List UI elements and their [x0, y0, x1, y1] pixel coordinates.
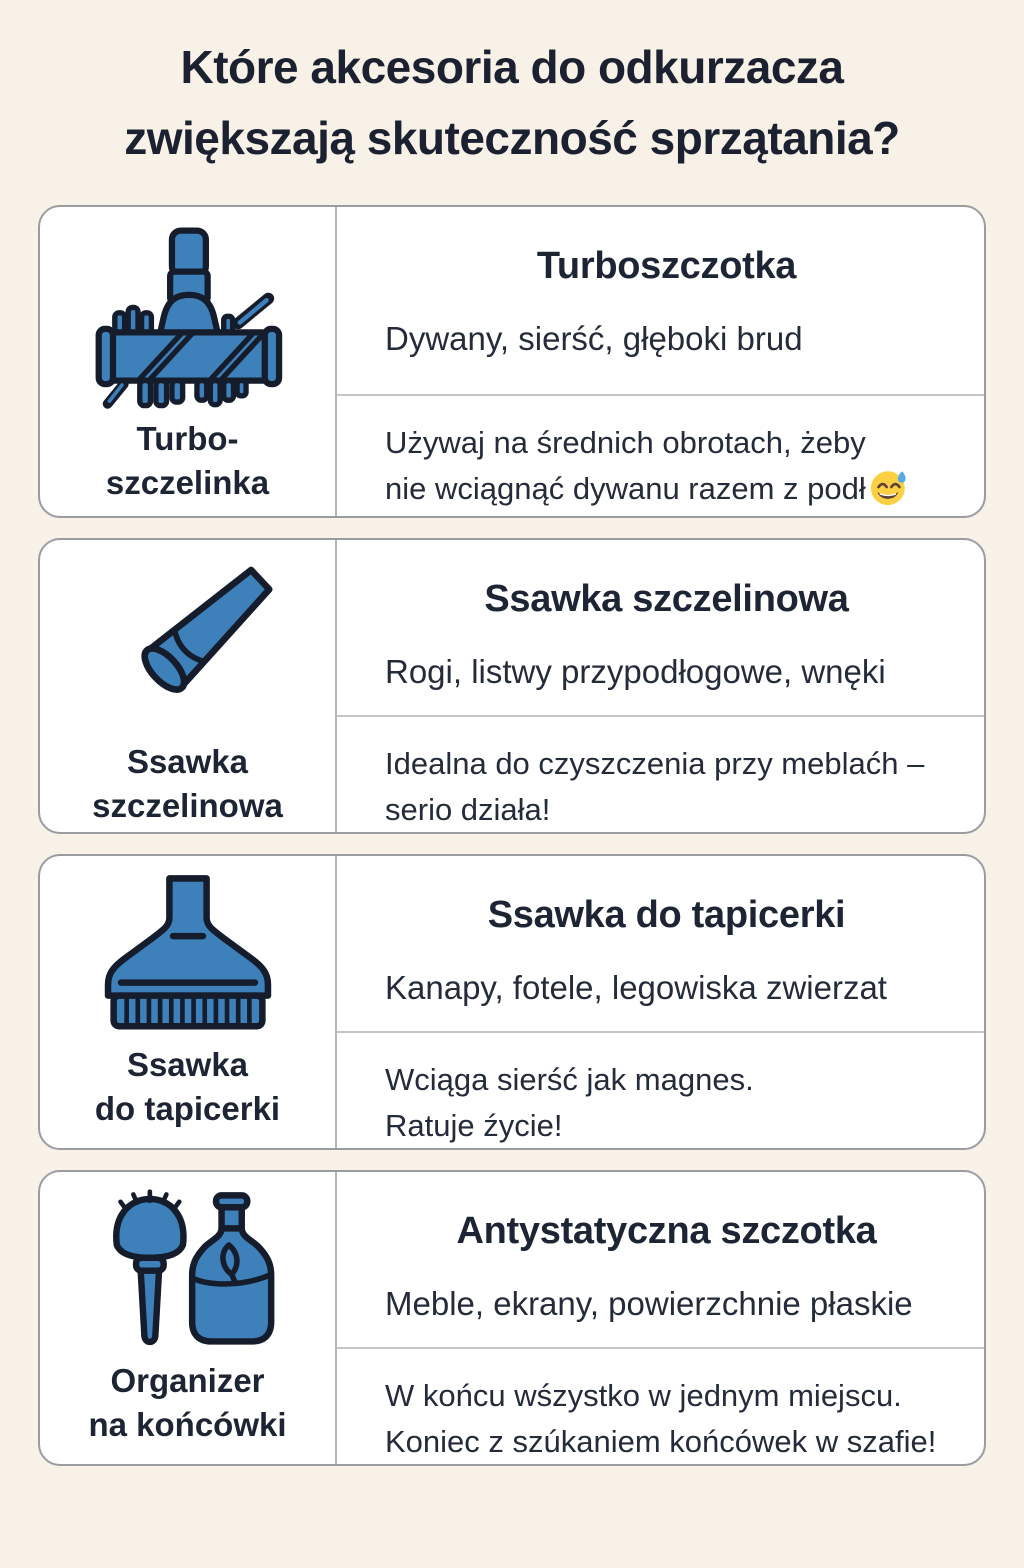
page-title: [0, 32, 1024, 175]
card-label: Turbo- szczelinka: [105, 420, 270, 501]
upholstery-nozzle-icon: [95, 856, 281, 1043]
card-left-column: [40, 540, 337, 832]
card-label: Ssawka do tapicerki: [94, 1046, 281, 1127]
card-subtitle: Rogi, listwy przypodłogowe, wnęki: [385, 653, 886, 691]
card-ssawka-do-tapicerki: [38, 854, 986, 1150]
card-info-section: [337, 207, 984, 396]
card-title: Ssawka szczelinowa: [484, 578, 849, 621]
card-antystatyczna-szczotka: [38, 1170, 986, 1466]
card-turboszczotka: [38, 205, 986, 518]
card-title: Antystatyczna szczotka: [456, 1210, 877, 1253]
brush-and-bottle-icon: [89, 1172, 287, 1359]
card-right-column: [337, 207, 984, 516]
card-subtitle: Dywany, sierść, głęboki brud: [385, 320, 803, 358]
card-label: Ssawka szczelinowa: [92, 743, 283, 824]
card-subtitle: Meble, ekrany, powierzchnie płaskie: [385, 1285, 913, 1323]
card-left-column: [40, 207, 337, 516]
card-info-section: [337, 856, 984, 1032]
card-left-column: [40, 1172, 337, 1464]
card-right-column: [337, 540, 984, 832]
card-subtitle: Kanapy, fotele, legowiska zwierzat: [385, 969, 887, 1007]
turbo-brush-icon: [88, 207, 288, 417]
card-right-column: [337, 856, 984, 1148]
page-title-line2: zwiększają skuteczność sprzątania?: [124, 112, 900, 165]
card-left-column: [40, 856, 337, 1148]
card-label: Organizer na końcówki: [88, 1362, 287, 1443]
card-title: Turboszczotka: [536, 245, 797, 288]
card-right-column: [337, 1172, 984, 1464]
crevice-nozzle-icon: [93, 540, 283, 740]
card-title: Ssawka do tapicerki: [487, 894, 846, 937]
page-title-line1: Które akcesoria do odkurzacza: [180, 41, 844, 93]
card-description: W końcu wśzystko w jednym miejscu. Koniec z szúkaniem końcówek w szafie!: [385, 1377, 937, 1459]
card-ssawka-szczelinowa: [38, 538, 986, 834]
card-description: Używaj na średnich obrotach, żeby nie wciągnąć dywanu razem z podł: [337, 396, 984, 516]
card-description: Wciąga sierść jak magnes. Ratuje źycie!: [385, 1061, 754, 1143]
grinning-face-with-sweat-emoji: [868, 466, 910, 508]
card-info-section: [337, 540, 984, 716]
card-description: Idealna do czyszczenia przy meblaćh – serio działa!: [385, 745, 925, 827]
accessory-cards: [38, 205, 986, 1466]
card-info-section: [337, 1172, 984, 1348]
